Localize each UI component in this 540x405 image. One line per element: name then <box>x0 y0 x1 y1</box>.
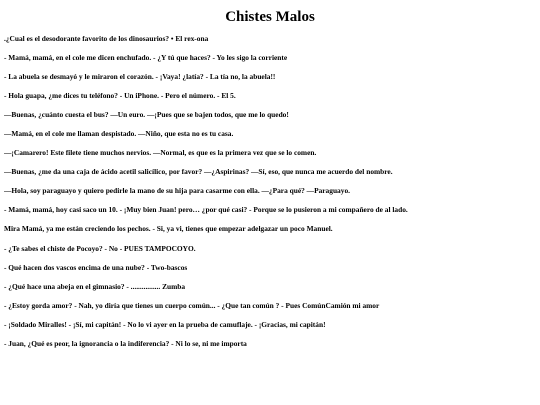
joke-item: - ¿Te sabes el chiste de Pocoyo? - No - PUES TAMPOCOYO. <box>4 243 196 253</box>
joke-item: - Juan, ¿Qué es peor, la ignorancia o la indiferencia? - Ni lo se, ni me importa <box>4 338 247 348</box>
joke-item: —Buenas, ¿cuánto cuesta el bus? —Un euro. —¡Pues que se bajen todos, que me lo quedo! <box>4 110 289 120</box>
joke-item: - Qué hacen dos vascos encima de una nube? - Two-bascos <box>4 262 188 272</box>
joke-item: Mira Mamá, ya me están creciendo los pechos. - Si, ya vi, tienes que empezar adelgazar un poco Manuel. <box>4 224 333 234</box>
joke-item: - ¿Qué hace una abeja en el gimnasio? - ................ Zumba <box>4 281 186 291</box>
joke-item: - La abuela se desmayó y le miraron el corazón. - ¡Vaya! ¿latía? - La tía no, la abuela!! <box>4 72 276 82</box>
joke-item: - Hola guapa, ¿me dices tu teléfono? - Un iPhone. - Pero el número. - El 5. <box>4 91 236 101</box>
joke-item: - Mamá, mamá, en el cole me dicen enchufado. - ¿Y tú que haces? - Yo les sigo la corriente <box>4 53 288 63</box>
joke-item: - Mamá, mamá, hoy casi saco un 10. - ¡Muy bien Juan! pero… ¿por qué casi? - Porque se lo pusieron a mi compañero de al lado. <box>4 205 408 215</box>
joke-item: —Mamá, en el cole me llaman despistado. —Niño, que esta no es tu casa. <box>4 129 234 139</box>
joke-item: .¿Cual es el desodorante favorito de los dinosaurios? • El rex-ona <box>4 34 209 43</box>
joke-list <box>4 34 536 358</box>
joke-item: —Hola, soy paraguayo y quiero pedirle la mano de su hija para casarme con ella. —¿Para qué? —Paraguayo. <box>4 186 350 196</box>
joke-item: - ¡Soldado Miralles! - ¡Sí, mi capitán! - No lo vi ayer en la prueba de camuflaje. - ¡Gracias, mi capitán! <box>4 319 326 329</box>
joke-item: —¡Camarero! Este filete tiene muchos nervios. —Normal, es que es la primera vez que se lo comen. <box>4 148 317 158</box>
joke-item: —Buenas, ¿me da una caja de ácido acetil salicílico, por favor? —¿Aspirinas? —Sí, eso, que nunca me acuerdo del nombre. <box>4 167 393 177</box>
page-title: Chistes Malos <box>225 9 315 25</box>
joke-item: - ¿Estoy gorda amor? - Nah, yo diría que tienes un cuerpo común... - ¿Que tan común ? - Pues ComúnCamión mi amor <box>4 300 380 310</box>
